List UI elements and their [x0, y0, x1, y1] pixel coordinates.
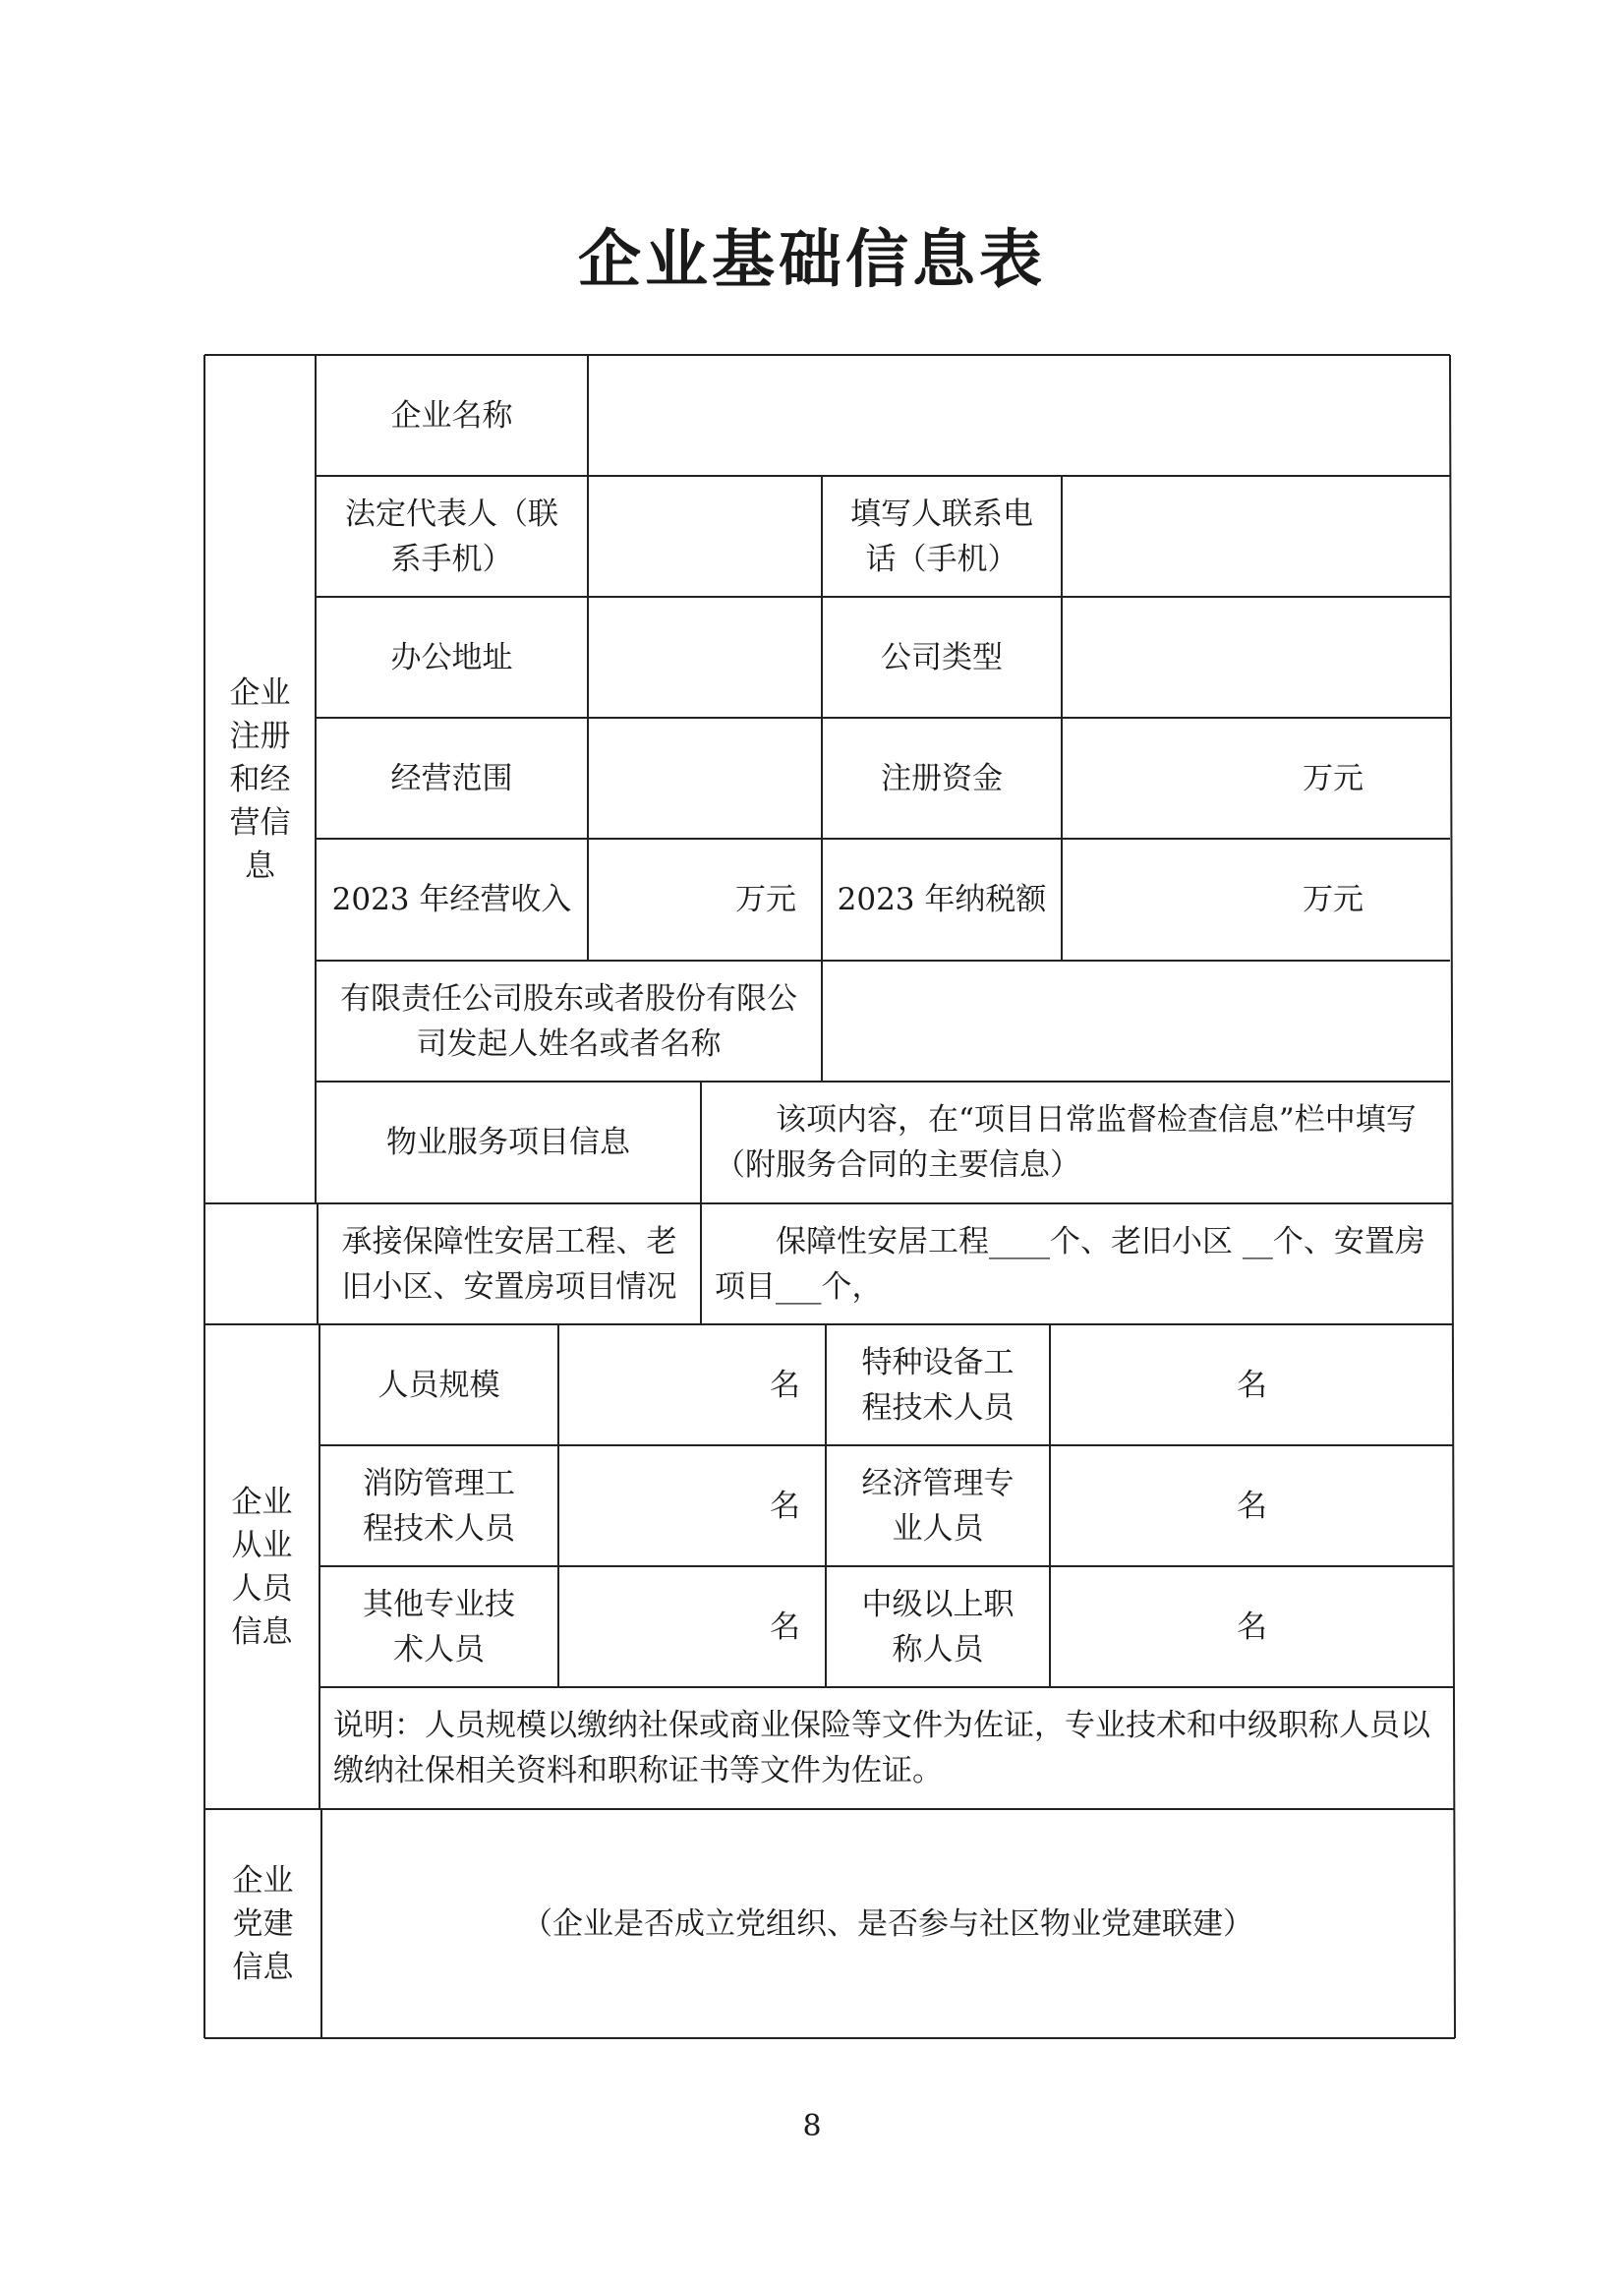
label-other-tech: 其他专业技术人员: [363, 1586, 515, 1668]
staff-size-field[interactable]: 名: [770, 1367, 800, 1403]
company-name-field[interactable]: [588, 355, 1450, 476]
shareholders-field[interactable]: [822, 961, 1450, 1082]
page-title: 企业基础信息表: [578, 223, 1046, 297]
label-staff-size: 人员规模: [377, 1367, 500, 1403]
other-tech-field[interactable]: 名: [770, 1609, 800, 1645]
mid-title-field[interactable]: 名: [1237, 1609, 1267, 1645]
revenue-2023-field[interactable]: 万元: [735, 881, 796, 917]
staff-note: 说明：人员规模以缴纳社保或商业保险等文件为佐证，专业技术和中级职称人员以缴纳社保相关资料和职称证书等文件为佐证。: [333, 1708, 1430, 1788]
business-scope-field[interactable]: [588, 718, 822, 839]
label-office-address: 办公地址: [390, 639, 513, 675]
section-party-label: 企业党建信息: [232, 1862, 294, 1985]
economic-mgmt-field[interactable]: 名: [1237, 1488, 1267, 1524]
label-property-projects: 物业服务项目信息: [386, 1125, 630, 1160]
label-tax-2023: 2023 年纳税额: [837, 881, 1047, 917]
label-shareholders: 有限责任公司股东或者股份有限公司发起人姓名或者名称: [340, 980, 797, 1062]
label-revenue-2023: 2023 年经营收入: [331, 881, 572, 917]
label-registered-capital: 注册资金: [881, 760, 1003, 796]
special-equipment-field[interactable]: 名: [1237, 1367, 1267, 1403]
party-info-field[interactable]: （企业是否成立党组织、是否参与社区物业党建联建）: [522, 1905, 1253, 1942]
label-legal-rep: 法定代表人（联系手机）: [345, 496, 558, 577]
property-projects-note: 该项内容，在“项目日常监督检查信息”栏中填写（附服务合同的主要信息）: [715, 1102, 1417, 1183]
label-economic-mgmt: 经济管理专业人员: [861, 1465, 1015, 1547]
fire-mgmt-field[interactable]: 名: [770, 1488, 800, 1524]
registered-capital-field[interactable]: 万元: [1303, 760, 1363, 796]
label-special-equipment: 特种设备工程技术人员: [861, 1344, 1015, 1426]
filler-phone-field[interactable]: [1062, 476, 1450, 597]
page-number: 8: [802, 2109, 822, 2143]
label-business-scope: 经营范围: [390, 760, 513, 796]
office-address-field[interactable]: [588, 597, 822, 718]
company-type-field[interactable]: [1062, 597, 1450, 718]
housing-projects-field[interactable]: 保障性安居工程____个、老旧小区 __个、安置房项目___个，: [715, 1223, 1425, 1305]
section-staff-label: 企业从业人员信息: [231, 1484, 293, 1650]
legal-rep-field[interactable]: [588, 476, 822, 597]
label-housing-projects: 承接保障性安居工程、老旧小区、安置房项目情况: [341, 1223, 677, 1305]
tax-2023-field[interactable]: 万元: [1303, 881, 1363, 917]
housing-section-blank: [204, 1203, 318, 1324]
label-company-type: 公司类型: [881, 639, 1003, 675]
label-company-name: 企业名称: [390, 397, 513, 434]
section-registration-label: 企业注册和经营信息: [229, 674, 291, 884]
label-mid-title: 中级以上职称人员: [861, 1586, 1015, 1668]
label-filler-phone: 填写人联系电话（手机）: [850, 496, 1033, 577]
label-fire-mgmt: 消防管理工程技术人员: [363, 1465, 515, 1547]
